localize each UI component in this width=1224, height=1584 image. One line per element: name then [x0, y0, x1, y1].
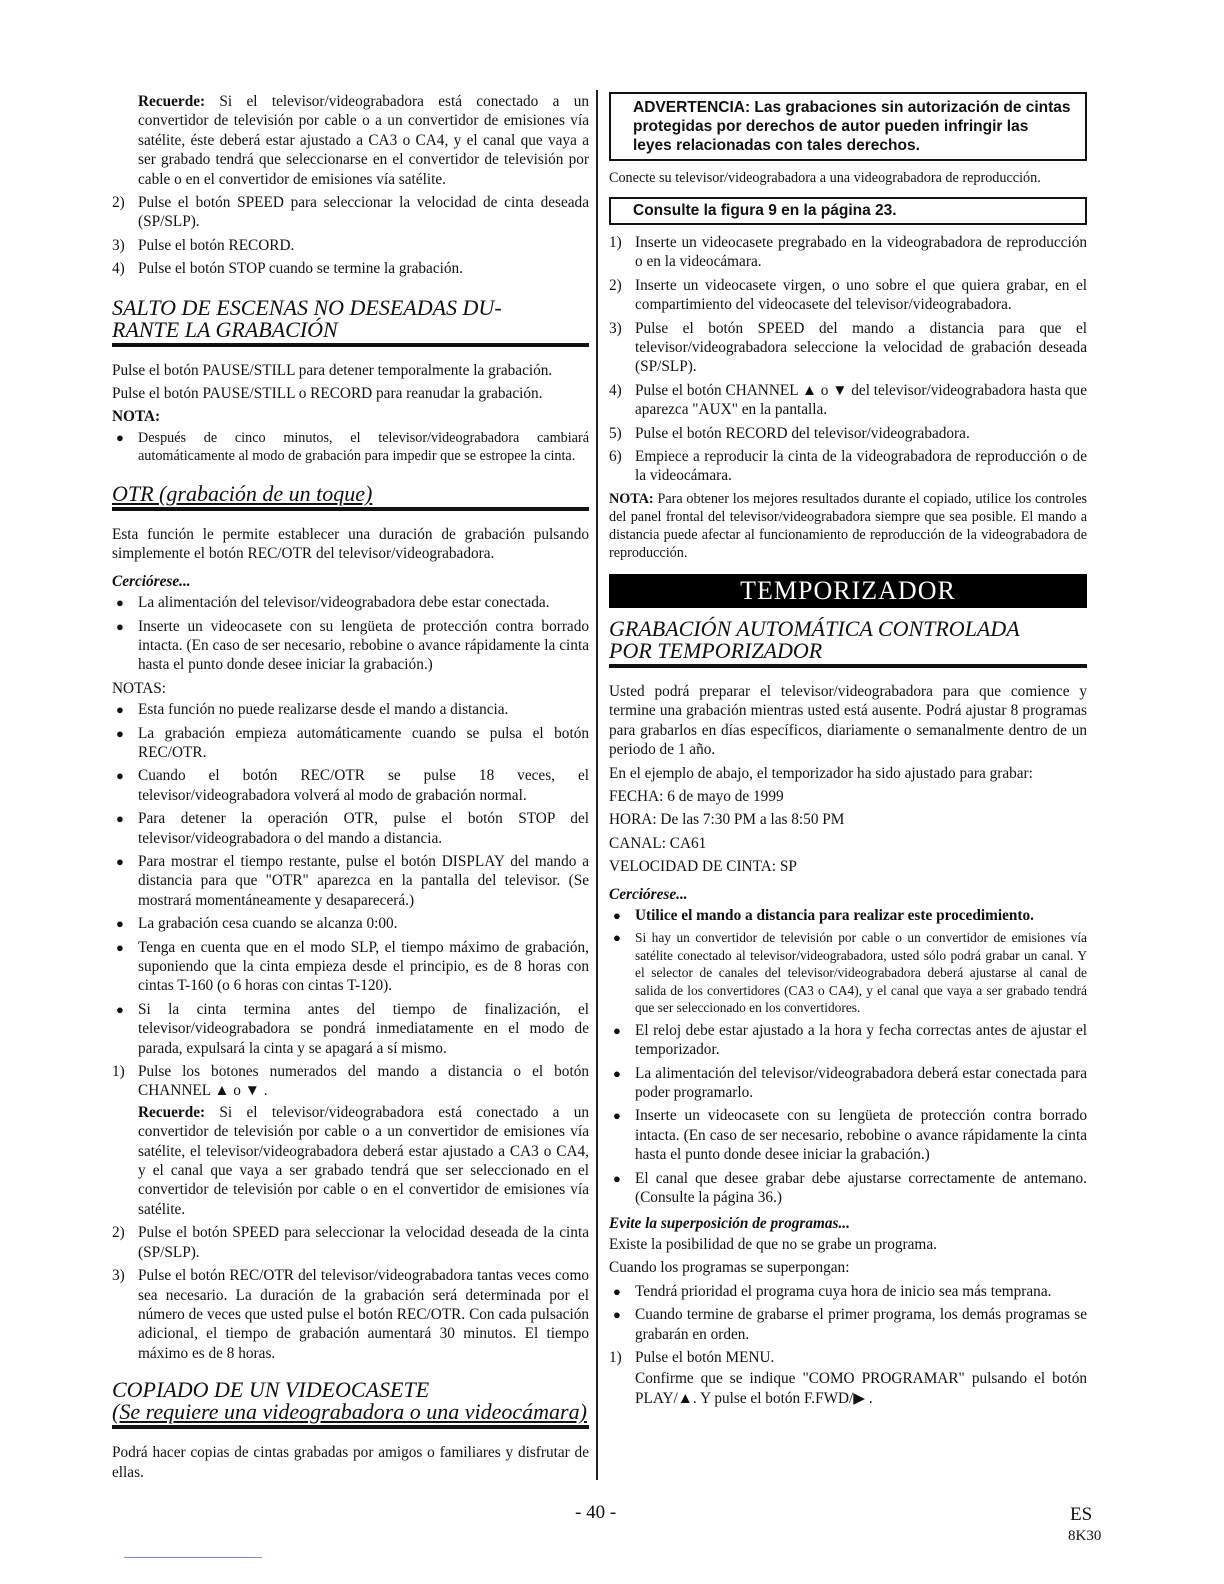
canal-text: CANAL: CA61	[609, 834, 707, 852]
right-column	[609, 92, 1087, 1412]
consulte-box: Consulte la figura 9 en la página 23.	[609, 197, 1087, 225]
step-subtext: Confirme que se indique "COMO PROGRAMAR" pulsando el botón PLAY/▲. Y pulse el botón F.FWD/▶ .	[635, 1370, 1087, 1407]
list-item: ● Si la cinta termina antes del tiempo de finalización, el televisor/videograbadora se pondrá inmediatamente en el modo de parada, expulsará la cinta y se apagará a sí mismo.	[112, 1000, 589, 1058]
list-item	[609, 447, 1087, 486]
nota-text: Para obtener los mejores resultados durante el copiado, utilice los controles del panel frontal del televisor/videograbadora siempre que sea posible. El mando a distancia puede afectar al funcionamiento de reproducción de la videograbadora de reproducción.	[609, 490, 1088, 561]
step-text: Pulse el botón SPEED para seleccionar la velocidad de cinta deseada (SP/SLP).	[138, 194, 589, 231]
evite-p1: Existe la posibilidad de que no se grabe un programa.	[609, 1235, 937, 1253]
list-item: ● La alimentación del televisor/videograbadora debe estar conectada.	[112, 593, 589, 612]
heading-copiado-line2: (Se requiere una videograbadora o una videocámara)	[112, 1399, 587, 1425]
list-item: ● La alimentación del televisor/videograbadora deberá estar conectada para poder programarlo.	[609, 1064, 1087, 1103]
step-text: Pulse el botón MENU.	[635, 1348, 775, 1366]
list-item	[609, 424, 1087, 443]
step-text: Pulse el botón CHANNEL ▲ o ▼ del televisor/videograbadora hasta que aparezca "AUX" en la pantalla.	[635, 381, 1087, 419]
step-text: Pulse el botón SPEED para seleccionar la velocidad deseada de la cinta (SP/SLP).	[138, 1224, 589, 1261]
list-item: ● El reloj debe estar ajustado a la hora y fecha correctas antes de ajustar el temporizador.	[609, 1021, 1087, 1060]
recuerde-text: Si el televisor/videograbadora está conectado a un convertidor de televisión por cable o a un convertidor de emisiones vía satélite, el televisor/videograbadora deberá estar ajustado a CA3 o CA4, y el canal que vaya a ser grabado tendrá que ser seleccionado en el convertidor de televisión por cable o en el convertidor de emisiones vía satélite.	[138, 1103, 589, 1218]
column-divider	[596, 90, 598, 1480]
cerciorese-label-right: Cerciórese...	[609, 885, 688, 903]
cerciorese-bullets-right	[609, 906, 1087, 1017]
cerciorese-bullets-right-2	[609, 1021, 1087, 1208]
step-text: Pulse el botón RECORD.	[138, 236, 295, 254]
evite-p2: Cuando los programas se superpongan:	[609, 1259, 850, 1277]
heading-salto-line1: SALTO DE ESCENAS NO DESEADAS DU-	[112, 294, 502, 320]
list-item	[112, 1266, 589, 1363]
step-number: 5)	[609, 424, 622, 442]
language-code: ES	[1070, 1504, 1093, 1525]
recuerde-note-2	[138, 1103, 589, 1219]
list-item: ● Cuando el botón REC/OTR se pulse 18 veces, el televisor/videograbadora volverá al modo de grabación normal.	[112, 766, 589, 805]
nota-label: NOTA:	[609, 490, 654, 507]
list-item	[609, 233, 1087, 272]
salto-paragraph-1: Pulse el botón PAUSE/STILL para detener temporalmente la grabación.	[112, 361, 553, 379]
step-text: Pulse el botón STOP cuando se termine la grabación.	[138, 260, 463, 278]
hora-text: HORA: De las 7:30 PM a las 8:50 PM	[609, 811, 845, 829]
step-number: 1)	[112, 1063, 125, 1081]
page-number: - 40 -	[575, 1502, 617, 1523]
step-number: 6)	[609, 448, 622, 466]
cerciorese-label-left: Cerciórese...	[112, 572, 191, 590]
list-item	[112, 193, 589, 232]
velocidad-text: VELOCIDAD DE CINTA: SP	[609, 858, 797, 876]
step-number: 2)	[112, 1224, 125, 1242]
otr-steps-list	[112, 1062, 589, 1219]
step-text: Pulse los botones numerados del mando a distancia o el botón CHANNEL ▲ o ▼ .	[138, 1063, 589, 1100]
list-item: ● Para detener la operación OTR, pulse el botón STOP del televisor/videograbadora o del mando a distancia.	[112, 809, 589, 848]
step-text: Inserte un videocasete virgen, o uno sobre el que quiera grabar, en el compartimiento del videocasete del televisor/videograbadora.	[635, 276, 1087, 314]
step-text: Empiece a reproducir la cinta de la videograbadora de reproducción o de la videocámara.	[635, 448, 1087, 485]
heading-otr-text: OTR (grabación de un toque)	[112, 480, 373, 506]
steps-list-1	[112, 193, 589, 279]
list-item: ● La grabación cesa cuando se alcanza 0:00.	[112, 914, 589, 933]
list-item: ● La grabación empieza automáticamente cuando se pulsa el botón REC/OTR.	[112, 724, 589, 763]
list-item: ● Utilice el mando a distancia para realizar este procedimiento.	[609, 906, 1087, 925]
step-text: Pulse el botón SPEED del mando a distancia para que el televisor/videograbadora seleccione la velocidad de grabación deseada (SP/SLP).	[635, 319, 1087, 376]
notas-label: NOTAS:	[112, 679, 167, 697]
list-item	[609, 319, 1087, 377]
list-item: ● Después de cinco minutos, el televisor/videograbadora cambiará automáticamente al modo de grabación para impedir que se estropee la cinta.	[112, 429, 589, 465]
list-item	[112, 1062, 589, 1219]
list-item: ● Inserte un videocasete con su lengüeta de protección contra borrado intacta. (En caso de ser necesario, rebobine o avance rápidamente la cinta hasta el punto donde desee iniciar la grabación.)	[112, 617, 589, 675]
list-item: ● Para mostrar el tiempo restante, pulse el botón DISPLAY del mando a distancia para que "OTR" aparezca en la pantalla del televisor. (Se mostrará momentáneamente y desaparecerá.)	[112, 852, 589, 910]
list-item: ● Si hay un convertidor de televisión por cable o un convertidor de emisiones vía satélite conectado al televisor/videograbadora, usted sólo podrá grabar un canal. Y el selector de canales del televisor/videograbadora deberá ajustarse al canal de salida de los convertidores (CA3 o CA4), y el canal que vaya a ser grabado tendrá que ser seleccionado en los convertidores.	[609, 929, 1087, 1017]
heading-grabacion-line1: GRABACIÓN AUTOMÁTICA CONTROLADA	[609, 615, 1020, 641]
scan-artifact-line	[124, 1557, 262, 1558]
list-item: ● Inserte un videocasete con su lengüeta de protección contra borrado intacta. (En caso de ser necesario, rebobine o avance rápidamente la cinta hasta el punto donde desee iniciar la grabación.)	[609, 1106, 1087, 1164]
model-code: 8K30	[1068, 1528, 1102, 1544]
copiado-intro: Podrá hacer copias de cintas grabadas por amigos o familiares y disfrutar de ellas.	[112, 1444, 589, 1481]
cerciorese-bullets-left	[112, 593, 589, 675]
notas-bullets	[112, 700, 589, 1058]
step-text: Inserte un videocasete pregrabado en la videograbadora de reproducción o en la videocámara.	[635, 234, 1087, 271]
step-number: 1)	[609, 234, 622, 251]
list-item: ● Tendrá prioridad el programa cuya hora de inicio sea más temprana.	[609, 1282, 1087, 1301]
otr-intro: Esta función le permite establecer una duración de grabación pulsando simplemente el botón REC/OTR del televisor/videograbadora.	[112, 525, 589, 563]
recuerde-note-1	[112, 92, 589, 189]
evite-label: Evite la superposición de programas...	[609, 1214, 850, 1232]
list-item	[112, 236, 589, 255]
step-number: 2)	[112, 194, 125, 212]
heading-grabacion	[609, 615, 1087, 668]
ejemplo-text: En el ejemplo de abajo, el temporizador ha sido ajustado para grabar:	[609, 764, 1033, 782]
otr-steps-rest	[112, 1223, 589, 1363]
advertencia-box: ADVERTENCIA: Las grabaciones sin autorización de cintas protegidas por derechos de autor pueden infringir las leyes relacionadas con tales derechos.	[609, 92, 1087, 161]
recuerde-label: Recuerde:	[138, 1103, 206, 1121]
copy-steps-list	[609, 233, 1087, 486]
step-text: Pulse el botón RECORD del televisor/videograbadora.	[635, 424, 970, 442]
step-number: 2)	[609, 276, 622, 294]
step-number: 4)	[609, 381, 622, 399]
list-item	[112, 1223, 589, 1262]
timer-steps-list	[609, 1348, 1087, 1408]
nota-label: NOTA:	[112, 408, 161, 426]
list-item: ● El canal que desee grabar debe ajustarse correctamente de antemano. (Consulte la página 36.)	[609, 1169, 1087, 1208]
step-text: Pulse el botón REC/OTR del televisor/videograbadora tantas veces como sea necesario. La duración de la grabación será determinada por el número de veces que usted pulse el botón REC/OTR. Con cada pulsación adicional, el tiempo de grabación aumentará 30 minutos. El tiempo máximo es de 8 horas.	[138, 1267, 589, 1362]
list-item: ● Tenga en cuenta que en el modo SLP, el tiempo máximo de grabación, suponiendo que la cinta empieza desde el principio, es de 8 horas con cintas T-160 (o 6 horas con cintas T-120).	[112, 938, 589, 996]
nota-paragraph	[609, 490, 1087, 562]
list-item: ● Cuando termine de grabarse el primer programa, los demás programas se grabarán en orden.	[609, 1305, 1087, 1344]
step-number: 3)	[112, 236, 125, 254]
heading-salto-line2: RANTE LA GRABACIÓN	[112, 316, 338, 342]
list-item	[112, 259, 589, 278]
list-item	[609, 381, 1087, 420]
step-number: 3)	[112, 1267, 125, 1285]
recuerde-label: Recuerde:	[138, 93, 206, 110]
nota-bullets	[112, 429, 589, 465]
salto-paragraph-2: Pulse el botón PAUSE/STILL o RECORD para reanudar la grabación.	[112, 385, 543, 403]
heading-copiado	[112, 1379, 589, 1429]
temporizador-banner: TEMPORIZADOR	[609, 574, 1087, 608]
recuerde-text: Si el televisor/videograbadora está conectado a un convertidor de televisión por cable o a un convertidor de emisiones vía satélite, éste deberá estar ajustado a CA3 o CA4, y el canal que vaya a ser grabado tendrá que seleccionarse en el convertidor de televisión por cable o en el convertidor de emisiones vía satélite.	[138, 93, 589, 188]
left-column	[112, 92, 589, 1486]
conecte-text: Conecte su televisor/videograbadora a una videograbadora de reproducción.	[609, 170, 1041, 186]
step-number: 1)	[609, 1348, 622, 1366]
heading-grabacion-line2: POR TEMPORIZADOR	[609, 637, 823, 663]
heading-copiado-line1: COPIADO DE UN VIDEOCASETE	[112, 1377, 430, 1403]
list-item	[609, 1348, 1087, 1408]
evite-bullets	[609, 1282, 1087, 1344]
heading-otr	[112, 480, 589, 511]
grab-intro: Usted podrá preparar el televisor/videograbadora para que comience y termine una grabación mientras usted está ausente. Podrá ajustar 8 programas para grabarlos en días específicos, diariamente o semanalmente dentro de un periodo de 1 año.	[609, 682, 1087, 759]
heading-salto	[112, 294, 589, 347]
list-item: ● Esta función no puede realizarse desde el mando a distancia.	[112, 700, 589, 719]
step-number: 4)	[112, 260, 125, 278]
list-item	[609, 276, 1087, 315]
step-number: 3)	[609, 319, 622, 337]
fecha-text: FECHA: 6 de mayo de 1999	[609, 787, 784, 805]
